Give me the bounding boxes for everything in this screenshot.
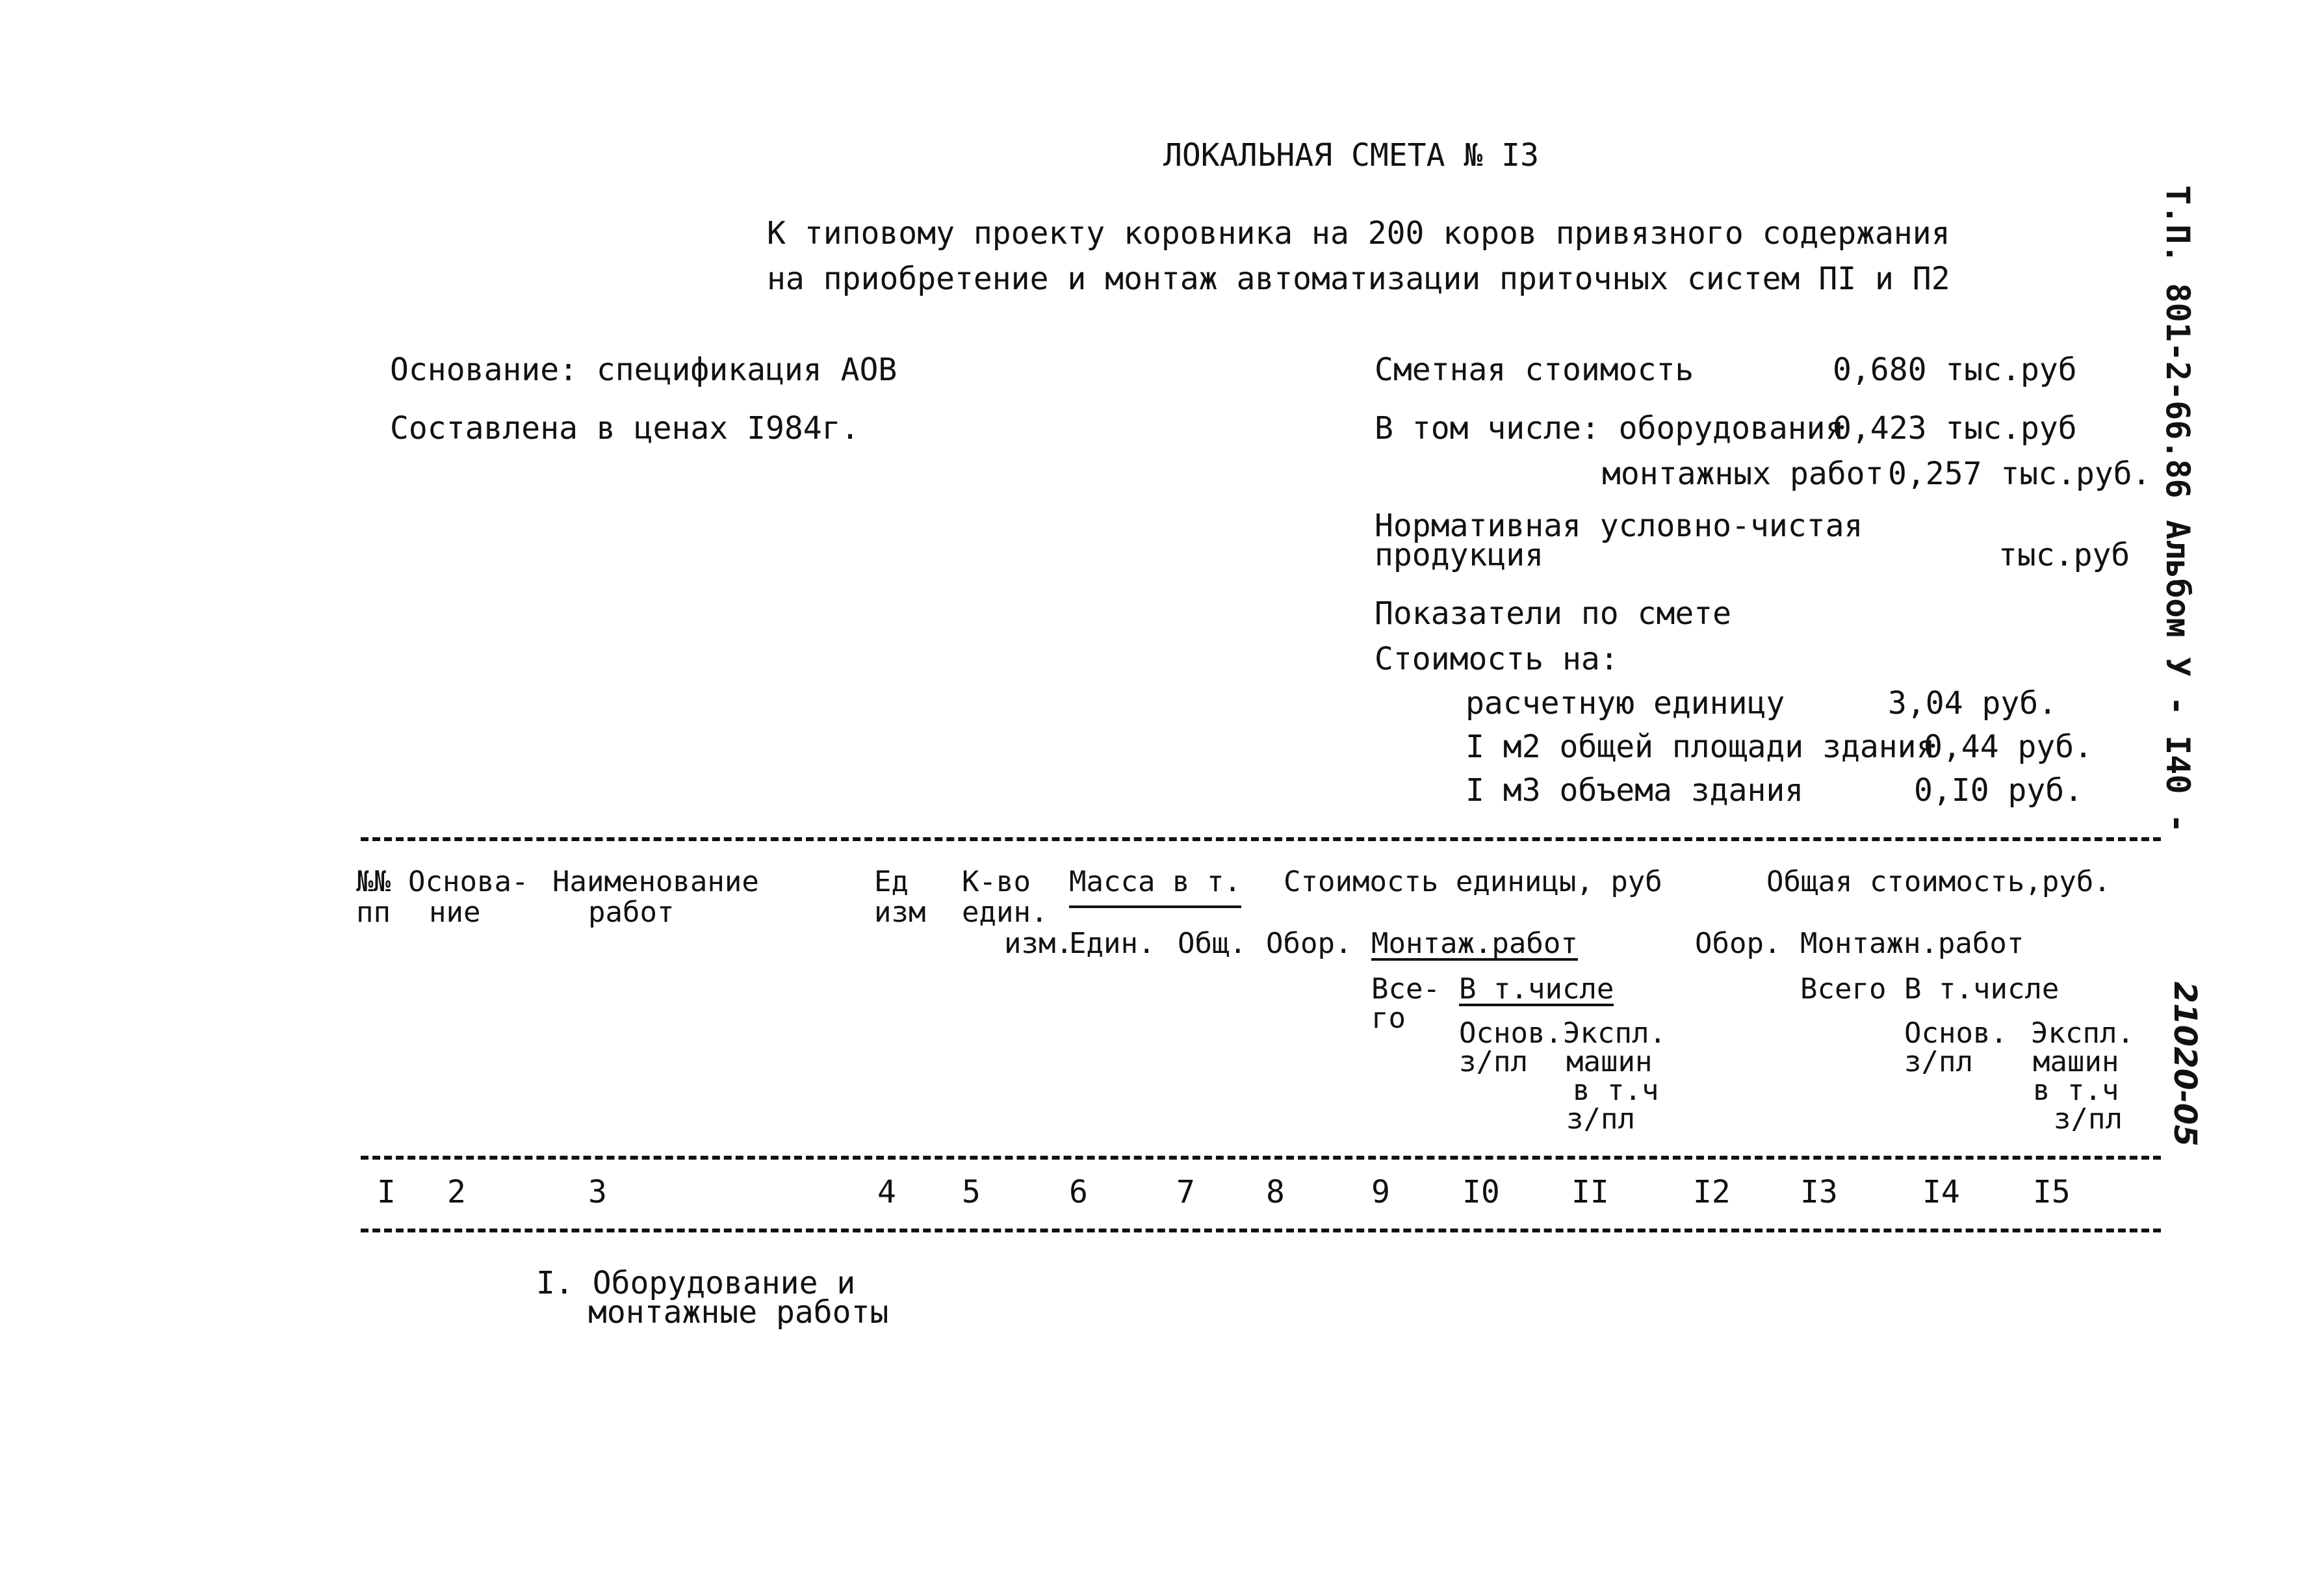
col-unit-equip: Обор. bbox=[1266, 927, 1352, 960]
col-number-3: 3 bbox=[588, 1174, 607, 1210]
normative-unit: тыс.руб bbox=[1998, 537, 2130, 573]
col-unit-machine-a: Экспл. bbox=[1563, 1017, 1666, 1050]
section-heading-line-1: I. Оборудование и bbox=[536, 1265, 856, 1301]
smeta-label: Сметная стоимость bbox=[1375, 352, 1694, 388]
montage-label: монтажных работ bbox=[1602, 456, 1884, 492]
col-name-label-a: Наименование bbox=[552, 865, 759, 898]
col-unit-total-a: Все- bbox=[1371, 972, 1440, 1006]
normative-label-1: Нормативная условно-чистая bbox=[1375, 508, 1863, 544]
calc-unit-value: 3,04 руб. bbox=[1888, 685, 2058, 722]
normative-label-2: продукция bbox=[1375, 537, 1544, 573]
col-number-14: I4 bbox=[1922, 1174, 1960, 1210]
col-total-montage: Монтажн.работ bbox=[1800, 927, 2024, 960]
col-number-12: I2 bbox=[1693, 1174, 1731, 1210]
col-total-cost-label: Общая стоимость,руб. bbox=[1766, 865, 2111, 898]
col-number-label: №№ bbox=[356, 865, 391, 898]
table-top-divider bbox=[361, 837, 2161, 841]
col-number-4: 4 bbox=[877, 1174, 896, 1210]
col-number-15: I5 bbox=[2033, 1174, 2071, 1210]
archive-code-stamp bbox=[2167, 982, 2203, 1147]
col-unit-total-b: го bbox=[1371, 1002, 1406, 1035]
col-mass-unit: Един. bbox=[1069, 927, 1156, 960]
col-total-wage-b: з/пл bbox=[1904, 1045, 1973, 1078]
col-unit-including: В т.числе bbox=[1459, 972, 1614, 1006]
col-unit-wage-b: з/пл bbox=[1459, 1045, 1528, 1078]
col-total-equip: Обор. bbox=[1695, 927, 1781, 960]
col-number-5: 5 bbox=[962, 1174, 981, 1210]
table-header-divider bbox=[361, 1156, 2161, 1160]
including-label: В том числе: оборудования bbox=[1375, 410, 1844, 447]
col-number-13: I3 bbox=[1800, 1174, 1838, 1210]
project-code: Т.П. 801-2-66.86 bbox=[2159, 185, 2197, 499]
col-total-machine-b: машин bbox=[2033, 1045, 2119, 1078]
subtitle-line-2: на приобретение и монтаж автоматизации приточных систем ПI и П2 bbox=[767, 261, 1950, 297]
indicators-heading: Показатели по смете bbox=[1375, 595, 1732, 632]
col-unit-label-b: изм bbox=[874, 896, 926, 929]
col-qty-label-c: изм. bbox=[1004, 927, 1073, 960]
col-number-9: 9 bbox=[1371, 1174, 1390, 1210]
col-unit-machine-b: машин bbox=[1566, 1045, 1653, 1078]
page-title: ЛОКАЛЬНАЯ СМЕТА № I3 bbox=[1163, 137, 1539, 174]
area-value: 0,44 руб. bbox=[1924, 729, 2093, 765]
montage-value: 0,257 тыс.руб. bbox=[1888, 456, 2151, 492]
col-qty-label-a: К-во bbox=[962, 865, 1031, 898]
section-heading-line-2: монтажные работы bbox=[588, 1294, 889, 1331]
col-number-label-b: пп bbox=[356, 896, 391, 929]
prices-text: Составлена в ценах I984г. bbox=[390, 410, 860, 447]
col-total-machine-c: в т.ч bbox=[2033, 1074, 2119, 1107]
equipment-value: 0,423 тыс.руб bbox=[1833, 410, 2077, 447]
col-unit-montage: Монтаж.работ bbox=[1371, 927, 1578, 960]
col-basis-label-a: Основа- bbox=[408, 865, 529, 898]
col-unit-machine-d: з/пл bbox=[1566, 1102, 1635, 1136]
calc-unit-label: расчетную единицу bbox=[1465, 685, 1785, 722]
subtitle-line-1: К типовому проекту коровника на 200 коров привязного содержания bbox=[767, 215, 1950, 252]
smeta-value: 0,680 тыс.руб bbox=[1833, 352, 2077, 388]
table-numbers-divider bbox=[361, 1229, 2161, 1232]
col-mass-label: Масса в т. bbox=[1069, 868, 1241, 908]
col-qty-label-b: един. bbox=[962, 896, 1048, 929]
project-code-stamp bbox=[2159, 185, 2197, 499]
col-unit-cost-label: Стоимость единицы, руб bbox=[1284, 865, 1662, 898]
col-name-label-b: работ bbox=[588, 896, 675, 929]
col-number-11: II bbox=[1571, 1174, 1609, 1210]
cost-on-label: Стоимость на: bbox=[1375, 641, 1619, 677]
volume-value: 0,I0 руб. bbox=[1914, 772, 2084, 809]
archive-code: 21020-05 bbox=[2167, 982, 2203, 1147]
col-total-including: В т.числе bbox=[1904, 972, 2059, 1006]
col-unit-label-a: Ед bbox=[874, 865, 909, 898]
col-number-8: 8 bbox=[1266, 1174, 1285, 1210]
col-number-2: 2 bbox=[447, 1174, 466, 1210]
col-unit-machine-c: в т.ч bbox=[1573, 1074, 1659, 1107]
album-stamp bbox=[2159, 520, 2197, 833]
col-number-6: 6 bbox=[1069, 1174, 1088, 1210]
col-total-machine-d: з/пл bbox=[2054, 1102, 2123, 1136]
col-total-wage-a: Основ. bbox=[1904, 1017, 2008, 1050]
volume-label: I м3 объема здания bbox=[1465, 772, 1804, 809]
col-number-1: I bbox=[377, 1174, 396, 1210]
area-label: I м2 общей площади здания bbox=[1465, 729, 1935, 765]
col-number-10: I0 bbox=[1462, 1174, 1500, 1210]
col-total-all: Всего bbox=[1800, 972, 1887, 1006]
col-basis-label-b: ние bbox=[429, 896, 481, 929]
basis-text: Основание: спецификация АОВ bbox=[390, 352, 897, 388]
album-page: Альбом У - I40 - bbox=[2159, 520, 2197, 833]
col-total-machine-a: Экспл. bbox=[2031, 1017, 2134, 1050]
col-number-7: 7 bbox=[1176, 1174, 1195, 1210]
col-unit-wage-a: Основ. bbox=[1459, 1017, 1562, 1050]
col-mass-total: Общ. bbox=[1178, 927, 1246, 960]
